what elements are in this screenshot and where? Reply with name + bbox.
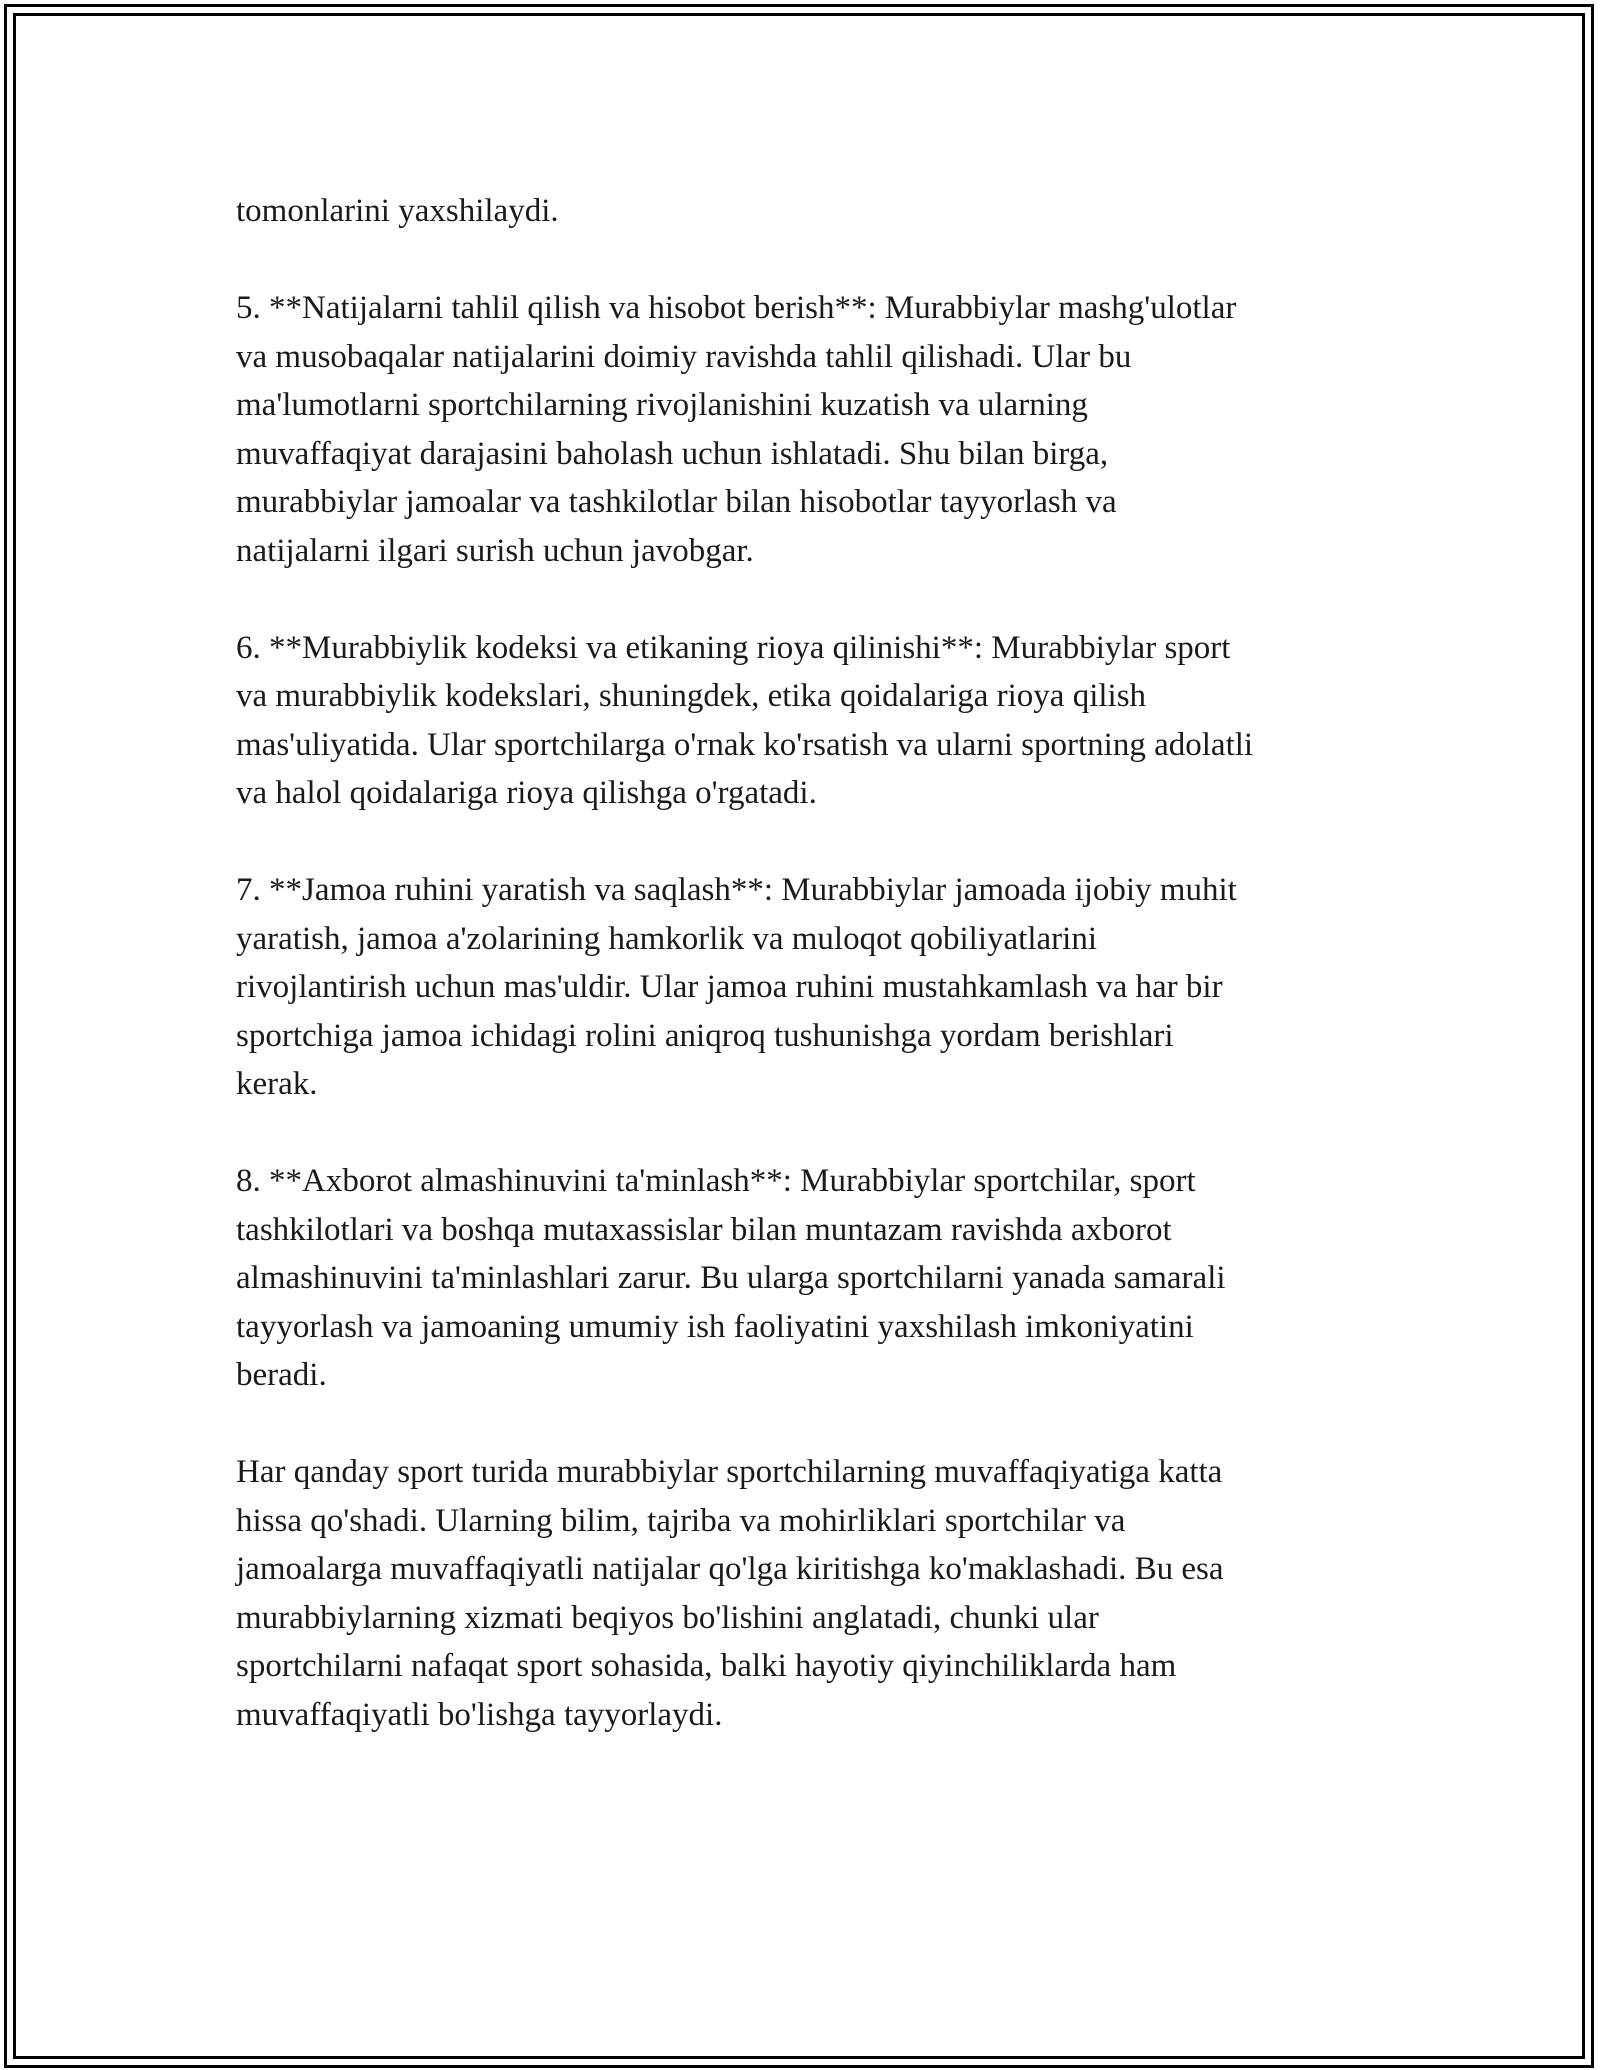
paragraph-continuation: tomonlarini yaxshilaydi.: [236, 193, 559, 229]
paragraph-item-7: 7. **Jamoa ruhini yaratish va saqlash**: Murabbiylar jamoada ijobiy muhit yaratish, jamoa a'zolarining hamkorlik va muloqot qobiliyatlarini rivojlantirish uchun mas'uldir. Ular jamoa ruhini mustahkamlash va har bir sportchiga jamoa ichidagi rolini aniqroq tushunishga yordam berishlari kerak.: [236, 872, 1237, 1102]
paragraph-item-5: 5. **Natijalarni tahlil qilish va hisobot berish**: Murabbiylar mashg'ulotlar va musobaqalar natijalarini doimiy ravishda tahlil qilishadi. Ular bu ma'lumotlarni sportchilarning rivojlanishini kuzatish va ularning muvaffaqiyat darajasini baholash uchun ishlatadi. Shu bilan birga, murabbiylar jamoalar va tashkilotlar bilan hisobotlar tayyorlash va natijalarni ilgari surish uchun javobgar.: [236, 290, 1237, 569]
paragraph-conclusion: Har qanday sport turida murabbiylar sportchilarning muvaffaqiyatiga katta hissa qo'shadi. Ularning bilim, tajriba va mohirliklari sportchilar va jamoalarga muvaffaqiyatli natijalar qo'lga kiritishga ko'maklashadi. Bu esa murabbiylarning xizmati beqiyos bo'lishini anglatadi, chunki ular sportchilarni nafaqat sport sohasida, balki hayotiy qiyinchiliklarda ham muvaffaqiyatli bo'lishga tayyorlaydi.: [236, 1454, 1224, 1733]
paragraph-item-8: 8. **Axborot almashinuvini ta'minlash**: Murabbiylar sportchilar, sport tashkilotlari va boshqa mutaxassislar bilan muntazam ravishda axborot almashinuvini ta'minlashlari zarur. Bu ularga sportchilarni yanada samarali tayyorlash va jamoaning umumiy ish faoliyatini yaxshilash imkoniyatini beradi.: [236, 1163, 1226, 1393]
document-body: [236, 187, 1366, 1739]
paragraph-item-6: 6. **Murabbiylik kodeksi va etikaning rioya qilinishi**: Murabbiylar sport va murabbiylik kodekslari, shuningdek, etika qoidalariga rioya qilish mas'uliyatida. Ular sportchilarga o'rnak ko'rsatish va ularni sportning adolatli va halol qoidalariga rioya qilishga o'rgatadi.: [236, 629, 1254, 811]
